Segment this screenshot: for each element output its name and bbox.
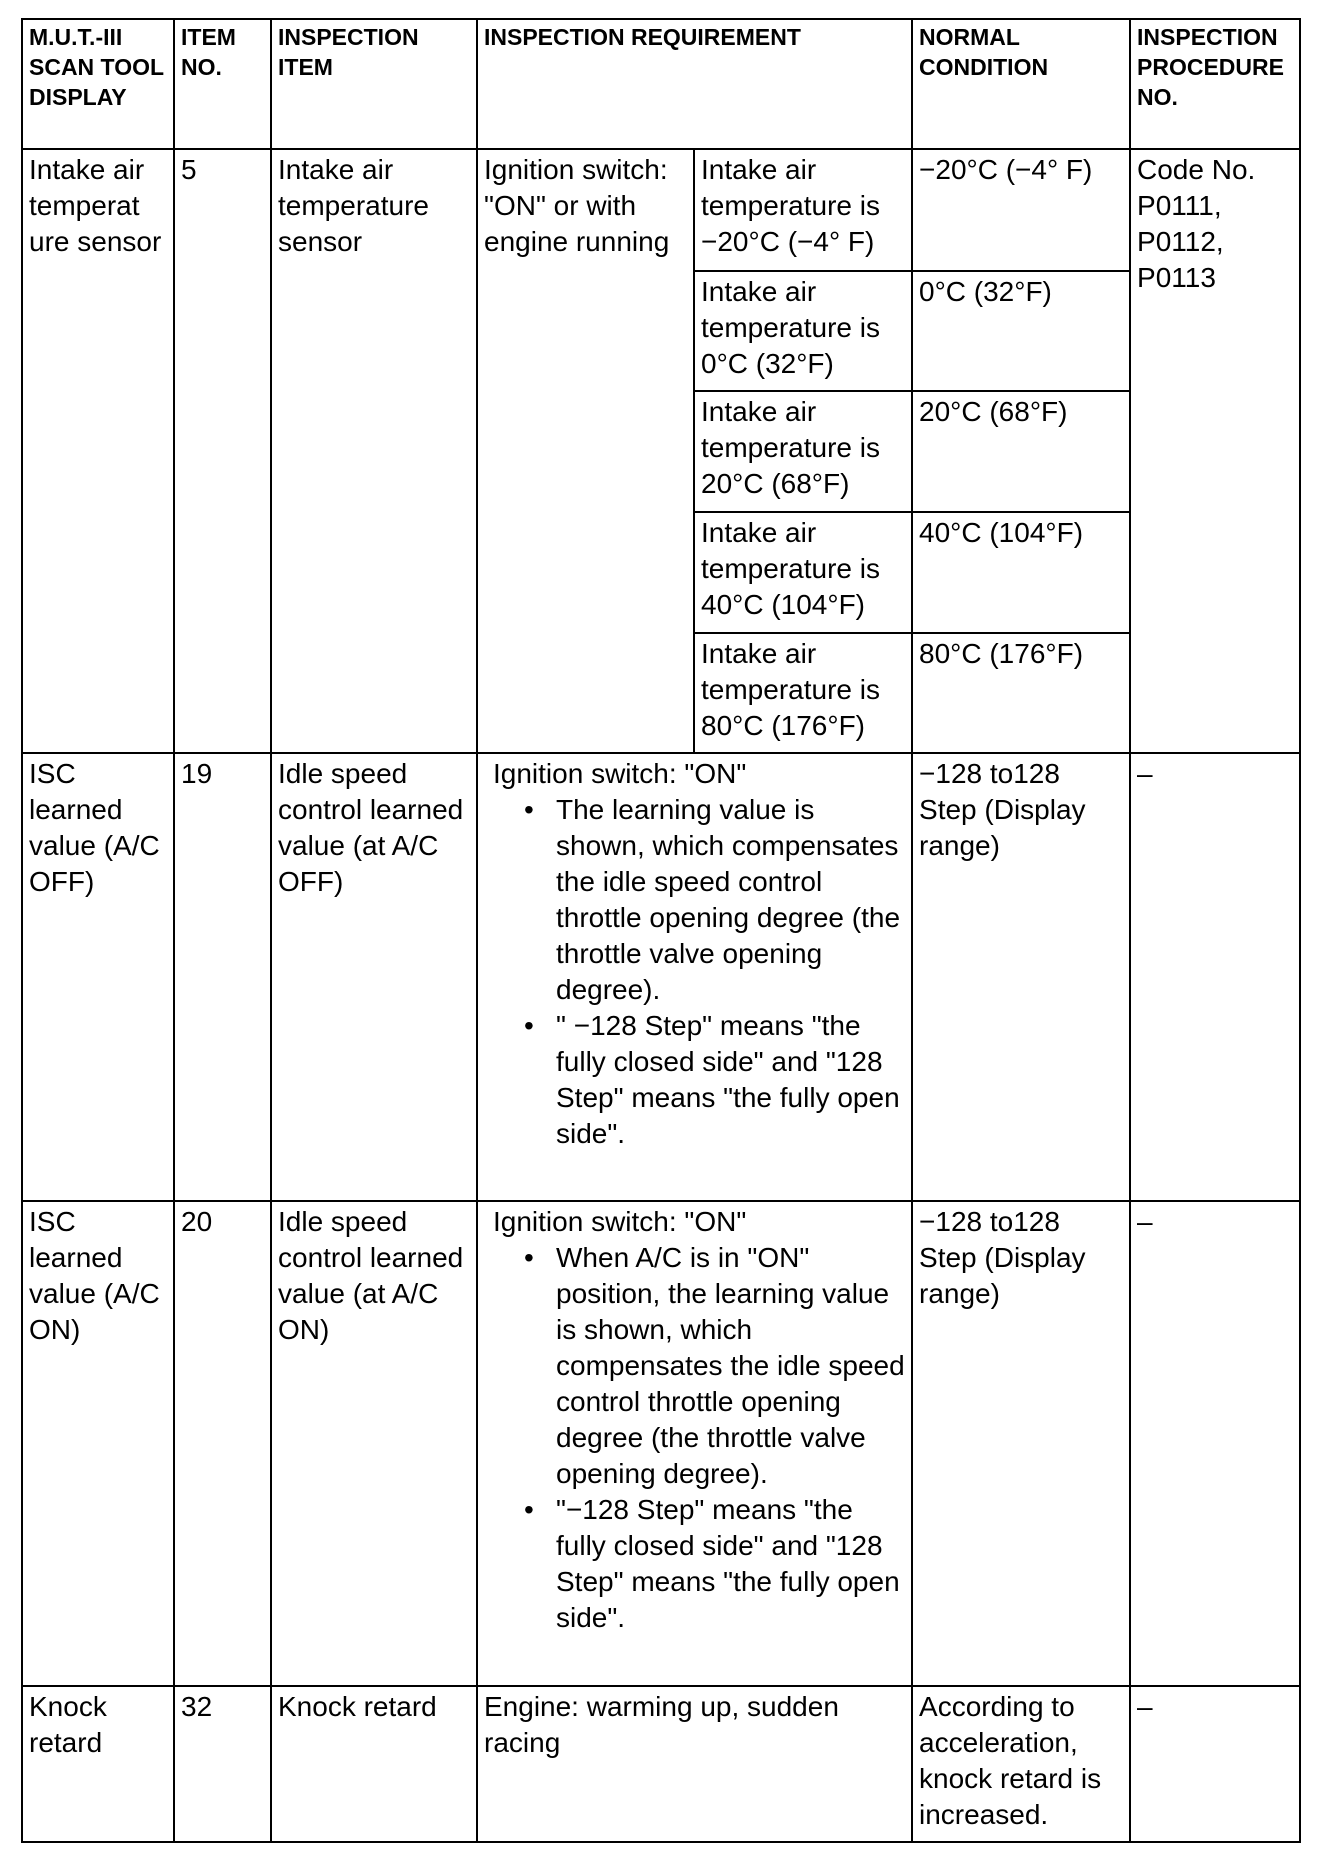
header-procedure-no: INSPECTION PROCEDURE NO. bbox=[1130, 19, 1300, 149]
cell-normal-condition: 40°C (104°F) bbox=[912, 512, 1130, 633]
table-row bbox=[22, 1686, 1300, 1842]
cell-normal-condition: −128 to128 Step (Display range) bbox=[912, 753, 1130, 1201]
cell-inspection-item: Idle speed control learned value (at A/C OFF) bbox=[271, 753, 477, 1201]
header-row bbox=[22, 19, 1300, 149]
cell-requirement: Ignition switch: "ON" or with engine running bbox=[477, 149, 694, 753]
cell-requirement-condition: Intake air temperature is 0°C (32°F) bbox=[694, 271, 912, 391]
cell-procedure-no: – bbox=[1130, 1201, 1300, 1686]
cell-item-no: 32 bbox=[174, 1686, 271, 1842]
cell-inspection-item: Intake air temperature sensor bbox=[271, 149, 477, 753]
cell-normal-condition: −128 to128 Step (Display range) bbox=[912, 1201, 1130, 1686]
cell-item-no: 20 bbox=[174, 1201, 271, 1686]
cell-normal-condition: According to acceleration, knock retard is increased. bbox=[912, 1686, 1130, 1842]
cell-requirement: Engine: warming up, sudden racing bbox=[477, 1686, 912, 1842]
cell-inspection-item: Knock retard bbox=[271, 1686, 477, 1842]
cell-requirement bbox=[477, 753, 912, 1201]
cell-inspection-item: Idle speed control learned value (at A/C ON) bbox=[271, 1201, 477, 1686]
cell-display: Knock retard bbox=[22, 1686, 174, 1842]
list-item: • The learning value is shown, which compensates the idle speed control throttle opening degree (the throttle valve opening degree). bbox=[556, 792, 905, 1008]
cell-normal-condition: 0°C (32°F) bbox=[912, 271, 1130, 391]
cell-requirement-condition: Intake air temperature is 20°C (68°F) bbox=[694, 391, 912, 512]
cell-display: ISC learned value (A/C ON) bbox=[22, 1201, 174, 1686]
cell-display: Intake air temperat ure sensor bbox=[22, 149, 174, 753]
cell-requirement bbox=[477, 1201, 912, 1686]
requirement-bullets bbox=[493, 792, 905, 1152]
cell-requirement-condition: Intake air temperature is 80°C (176°F) bbox=[694, 633, 912, 753]
spec-table-container bbox=[21, 18, 1301, 1843]
requirement-lead: Ignition switch: "ON" bbox=[493, 1206, 747, 1237]
cell-procedure-no: – bbox=[1130, 753, 1300, 1201]
header-inspection-requirement: INSPECTION REQUIREMENT bbox=[477, 19, 912, 149]
list-item: • "−128 Step" means "the fully closed side" and "128 Step" means "the fully open side". bbox=[556, 1492, 905, 1636]
cell-normal-condition: 80°C (176°F) bbox=[912, 633, 1130, 753]
header-normal-condition: NORMAL CONDITION bbox=[912, 19, 1130, 149]
header-display: M.U.T.-III SCAN TOOL DISPLAY bbox=[22, 19, 174, 149]
header-inspection-item: INSPECTION ITEM bbox=[271, 19, 477, 149]
list-item: • " −128 Step" means "the fully closed side" and "128 Step" means "the fully open side". bbox=[556, 1008, 905, 1152]
cell-normal-condition: 20°C (68°F) bbox=[912, 391, 1130, 512]
header-item-no: ITEM NO. bbox=[174, 19, 271, 149]
requirement-bullets bbox=[493, 1240, 905, 1636]
table-row bbox=[22, 753, 1300, 1201]
cell-item-no: 19 bbox=[174, 753, 271, 1201]
cell-requirement-condition: Intake air temperature is 40°C (104°F) bbox=[694, 512, 912, 633]
table-row bbox=[22, 1201, 1300, 1686]
requirement-lead: Ignition switch: "ON" bbox=[493, 758, 747, 789]
table-row bbox=[22, 149, 1300, 271]
list-item: • When A/C is in "ON" position, the learning value is shown, which compensates the idle speed control throttle opening degree (the throttle valve opening degree). bbox=[556, 1240, 905, 1492]
cell-procedure-no: – bbox=[1130, 1686, 1300, 1842]
cell-procedure-no: Code No. P0111, P0112, P0113 bbox=[1130, 149, 1300, 753]
cell-display: ISC learned value (A/C OFF) bbox=[22, 753, 174, 1201]
inspection-spec-table bbox=[21, 18, 1301, 1843]
cell-requirement-condition: Intake air temperature is −20°C (−4° F) bbox=[694, 149, 912, 271]
cell-item-no: 5 bbox=[174, 149, 271, 753]
cell-normal-condition: −20°C (−4° F) bbox=[912, 149, 1130, 271]
